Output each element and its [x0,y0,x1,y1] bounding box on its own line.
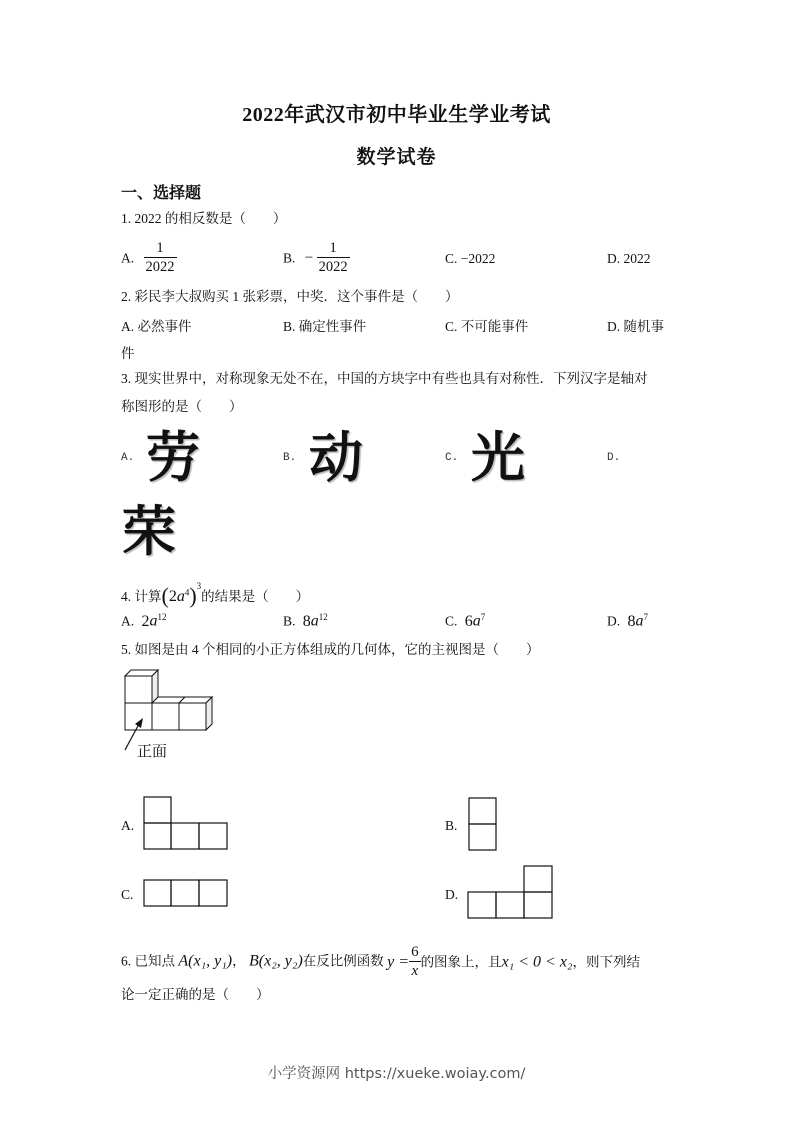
outer-exponent: 3 [196,581,202,591]
option-label: C. [445,319,458,334]
question-6-stem-line2: 论一定正确的是（ ） [121,987,270,1002]
section-heading: 一、选择题 [121,185,202,202]
option-label: D. [607,452,621,464]
var: a [635,612,644,630]
front-label: 正面 [137,742,168,760]
character-glyph: 动 [309,426,363,489]
question-6-stem-line1 [121,944,640,981]
point-a: A(x₁, y₁) [178,952,233,970]
paren-close: ) [189,583,197,608]
coef: 6 [464,612,473,630]
option-label: B. [283,613,296,629]
question-1-option-b[interactable] [283,240,350,277]
stem-suffix: 的结果是（ ） [201,589,310,604]
question-1-option-c[interactable] [445,251,495,267]
question-5-option-d[interactable] [467,865,555,921]
base-coef: 2 [168,588,177,605]
question-1-stem: 1. 2022 的相反数是（ ） [121,211,287,226]
denominator: x [409,961,421,981]
character-glyph: 光 [471,426,525,489]
question-2-option-c[interactable] [445,315,528,335]
exponent: 12 [318,612,328,622]
option-label: A. [121,613,135,629]
option-label: B. [283,319,296,334]
question-5-option-b[interactable] [468,797,499,853]
option-label: D. [607,251,621,266]
point-b: B(x₂, y₂) [249,952,303,970]
question-3-stem-line1: 3. 现实世界中，对称现象无处不在，中国的方块字中有些也具有对称性．下列汉字是轴对 [121,371,648,386]
option-label: D. [607,613,621,629]
question-5-option-a-label: A. [121,818,135,833]
fraction [317,240,350,277]
stem-part: 6. 已知点 [121,953,175,969]
option-text: 确定性事件 [298,319,367,334]
question-3-stem-line2: 称图形的是（ ） [121,399,243,414]
document-subtitle: 数学试卷 [356,147,437,168]
question-5-option-c-label: C. [121,887,134,902]
option-text: 2022 [623,251,651,266]
footer-watermark: 小学资源网 https://xueke.woiay.com/ [267,1066,526,1082]
option-label: C. [445,452,459,464]
fraction [144,240,177,277]
inner-exponent: 4 [184,587,190,598]
exponent: 7 [643,612,648,622]
question-2-stem: 2. 彩民李大叔购买 1 张彩票，中奖．这个事件是（ ） [121,289,459,304]
question-3-option-d-glyph: 荣 [122,500,176,563]
option-label: C. [445,251,458,266]
character-glyph: 劳 [146,426,200,489]
option-label: D. [607,319,621,334]
denominator: 2022 [145,259,175,275]
question-4-option-b[interactable] [283,612,328,631]
option-text: −2022 [460,251,496,266]
question-1-option-d[interactable] [607,251,651,267]
question-4-stem [121,576,309,607]
option-label: A. [121,319,135,334]
numerator: 1 [329,240,337,256]
question-5-option-d-label: D. [445,887,459,902]
var: a [149,612,158,630]
option-label: A. [121,250,135,266]
coef: 2 [141,612,150,630]
question-5-option-a[interactable] [143,796,229,852]
separator: ， [232,953,246,969]
option-text: 随机事 [623,319,664,334]
option-label: C. [445,613,458,629]
option-label: A. [121,452,135,464]
question-1-option-a[interactable] [121,240,177,277]
question-4-option-a[interactable] [121,612,167,631]
question-2-option-b[interactable] [283,315,366,335]
exponent: 12 [157,612,167,622]
question-4-option-d[interactable] [607,612,648,631]
coef: 8 [302,612,311,630]
stem-part: 在反比例函数 [302,953,384,969]
base-var: a [176,588,185,605]
question-4-option-c[interactable] [445,612,485,631]
stem-part: 的图象上，且 [420,954,502,970]
numerator: 6 [411,944,419,960]
question-5-option-b-label: B. [445,818,458,833]
var: a [472,612,481,630]
document-title: 2022年武汉市初中毕业生学业考试 [242,104,551,126]
function-fraction [409,944,421,981]
question-2-option-d-wrap: 件 [121,346,135,361]
inequality: x₁ < 0 < x₂ [501,953,573,971]
option-text: 不可能事件 [460,319,529,334]
option-label: B. [283,452,297,464]
question-2-option-d[interactable] [607,315,664,335]
stem-part: ，则下列结 [572,954,640,970]
minus-sign: − [304,250,314,266]
denominator: 2022 [318,259,348,275]
exponent: 7 [480,612,486,622]
numerator: 1 [156,240,164,256]
question-2-option-a[interactable] [121,315,192,335]
stem-prefix: 4. 计算 [121,589,162,604]
option-label: B. [283,250,296,266]
paren-open: ( [161,583,169,608]
coef: 8 [627,612,636,630]
question-5-option-c[interactable] [143,879,229,909]
question-5-stem: 5. 如图是由 4 个相同的小正方体组成的几何体，它的主视图是（ ） [121,642,540,657]
option-text: 必然事件 [137,319,192,334]
var: a [310,612,319,630]
function-lhs: y = [387,953,410,971]
